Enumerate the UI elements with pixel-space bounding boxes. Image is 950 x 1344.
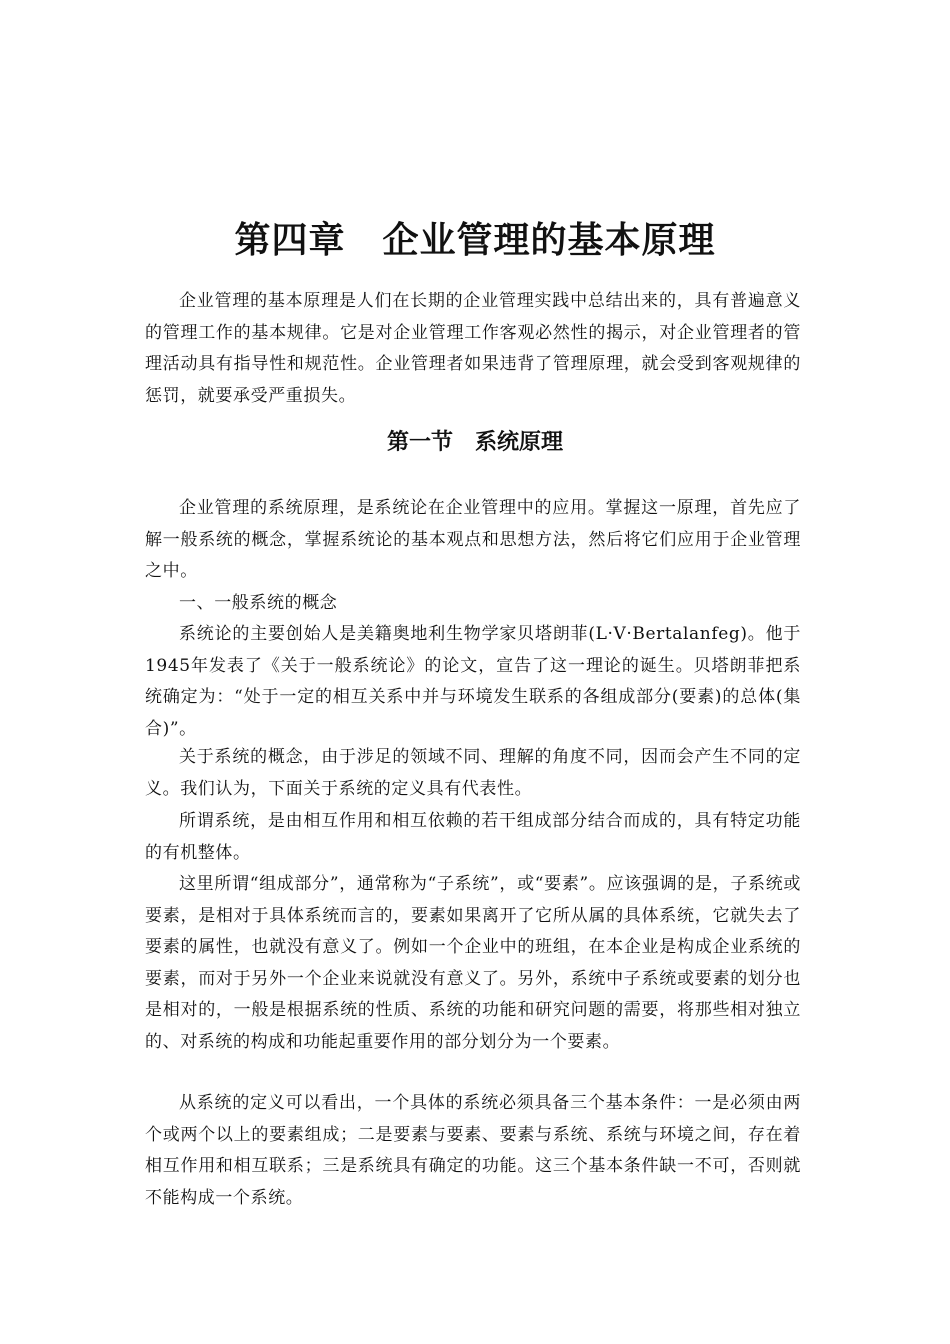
paragraph-2: 系统论的主要创始人是美籍奥地利生物学家贝塔朗菲(L·V·Bertalanfeg)。他于1945年发表了《关于一般系统论》的论文，宣告了这一理论的诞生。贝塔朗菲把系统确定为：“处于一定的相互关系中并与环境发生联系的各组成部分(要素)的总体(集合)”。 (145, 624, 801, 739)
section-title: 第一节 系统原理 (386, 429, 563, 455)
paragraph-6: 从系统的定义可以看出，一个具体的系统必须具备三个基本条件：一是必须由两个或两个以上的要素组成；二是要素与要素、要素与系统、系统与环境之间，存在着相互作用和相互联系；三是系统具有确定的功能。这三个基本条件缺一不可，否则就不能构成一个系统。 (145, 1093, 801, 1208)
chapter-title: 第四章 企业管理的基本原理 (234, 219, 716, 261)
paragraph-1: 企业管理的系统原理，是系统论在企业管理中的应用。掌握这一原理，首先应了解一般系统的概念，掌握系统论的基本观点和思想方法，然后将它们应用于企业管理之中。 (145, 498, 801, 582)
paragraph-5: 这里所谓“组成部分”，通常称为“子系统”，或“要素”。应该强调的是，子系统或要素，是相对于具体系统而言的，要素如果离开了它所从属的具体系统，它就失去了要素的属性，也就没有意义了。例如一个企业中的班组，在本企业是构成企业系统的要素，而对于另外一个企业来说就没有意义了。另外，系统中子系统或要素的划分也是相对的，一般是根据系统的性质、系统的功能和研究问题的需要，将那些相对独立的、对系统的构成和功能起重要作用的部分划分为一个要素。 (145, 874, 801, 1052)
intro-paragraph: 企业管理的基本原理是人们在长期的企业管理实践中总结出来的，具有普遍意义的管理工作的基本规律。它是对企业管理工作客观必然性的揭示，对企业管理者的管理活动具有指导性和规范性。企业管理者如果违背了管理原理，就会受到客观规律的惩罚，就要承受严重损失。 (145, 291, 801, 406)
paragraph-4: 所谓系统，是由相互作用和相互依赖的若干组成部分结合而成的，具有特定功能的有机整体。 (145, 811, 801, 863)
paragraph-3: 关于系统的概念，由于涉足的领域不同、理解的角度不同，因而会产生不同的定义。我们认为，下面关于系统的定义具有代表性。 (145, 747, 801, 799)
subheading-general-system-concept: 一、一般系统的概念 (179, 593, 338, 613)
